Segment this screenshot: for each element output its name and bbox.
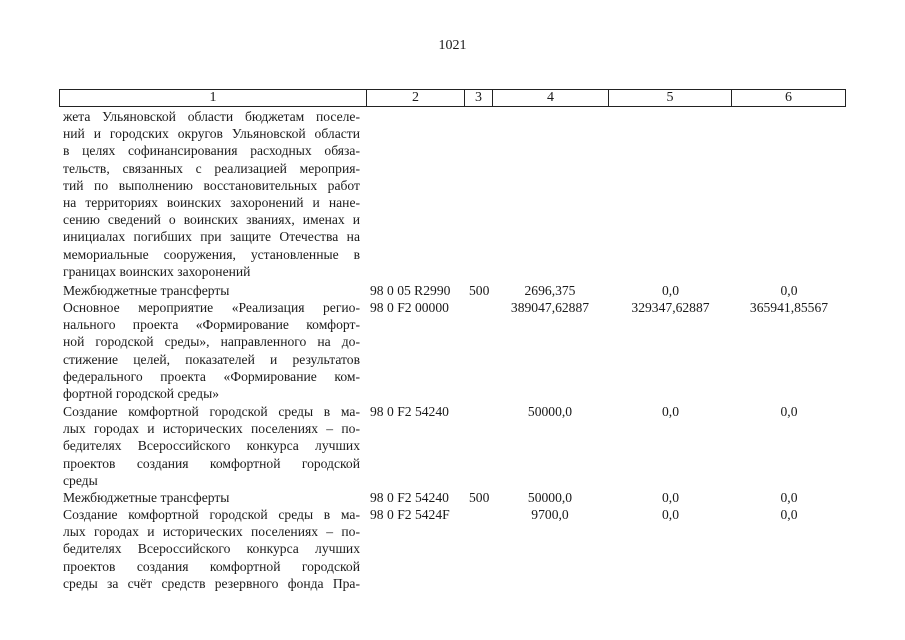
description-line: лых городах и исторических поселениях – по- bbox=[63, 421, 360, 437]
expense-type: 500 bbox=[469, 283, 490, 298]
amount-col-6: 0,0 bbox=[780, 507, 798, 522]
description-line: на территориях воинских захоронений и нане- bbox=[63, 194, 360, 210]
amount-col-4: 9700,0 bbox=[531, 507, 569, 522]
amount-col-5: 0,0 bbox=[662, 507, 679, 522]
description-line: Межбюджетные трансферты bbox=[63, 283, 230, 298]
description-line: ний и городских округов Ульяновской области bbox=[63, 126, 360, 142]
description-line: границах воинских захоронений bbox=[63, 263, 251, 279]
amount-col-4: 50000,0 bbox=[527, 404, 573, 419]
expense-type: 500 bbox=[469, 490, 490, 505]
amount-col-4: 389047,62887 bbox=[510, 300, 590, 315]
description-line: сению сведений о воинских званиях, именах и bbox=[63, 212, 360, 228]
column-header-2: 2 bbox=[366, 89, 465, 107]
description-line: тий по выполнению восстановительных работ bbox=[63, 177, 360, 193]
column-header-1: 1 bbox=[59, 89, 367, 107]
row-description bbox=[63, 489, 360, 506]
amount-col-6: 0,0 bbox=[780, 404, 798, 419]
row-description bbox=[63, 506, 360, 592]
row-description bbox=[63, 403, 360, 489]
description-line: бедителях Всероссийского конкурса лучших bbox=[63, 541, 360, 557]
description-line: в целях софинансирования расходных обяза- bbox=[63, 143, 360, 159]
description-line: среды за счёт средств резервного фонда Пра- bbox=[63, 575, 360, 591]
amount-col-5: 329347,62887 bbox=[631, 300, 710, 315]
page-number: 1021 bbox=[438, 38, 467, 53]
description-line: тельств, связанных с реализацией мероприя- bbox=[63, 160, 360, 176]
amount-col-4: 2696,375 bbox=[524, 283, 576, 298]
description-line: бедителях Всероссийского конкурса лучших bbox=[63, 438, 360, 454]
target-code: 98 0 F2 00000 bbox=[370, 300, 449, 315]
target-code: 98 0 F2 54240 bbox=[370, 490, 449, 505]
amount-col-6: 365941,85567 bbox=[749, 300, 829, 315]
column-header-5: 5 bbox=[608, 89, 732, 107]
description-line: проектов создания комфортной городской bbox=[63, 558, 360, 574]
description-line: фортной городской среды» bbox=[63, 385, 220, 401]
description-line: федерального проекта «Формирование ком- bbox=[63, 368, 360, 384]
description-line: проектов создания комфортной городской bbox=[63, 455, 360, 471]
row-description bbox=[63, 108, 360, 280]
amount-col-6: 0,0 bbox=[780, 283, 798, 298]
row-description bbox=[63, 282, 360, 299]
description-line: нального проекта «Формирование комфорт- bbox=[63, 317, 360, 333]
description-line: стижение целей, показателей и результатов bbox=[63, 351, 360, 367]
amount-col-5: 0,0 bbox=[662, 404, 679, 419]
description-line: Основное мероприятие «Реализация регио- bbox=[63, 300, 360, 315]
target-code: 98 0 F2 54240 bbox=[370, 404, 449, 419]
description-line: Межбюджетные трансферты bbox=[63, 490, 230, 505]
amount-col-5: 0,0 bbox=[662, 283, 679, 298]
row-description bbox=[63, 299, 360, 402]
column-header-4: 4 bbox=[492, 89, 609, 107]
description-line: жета Ульяновской области бюджетам поселе- bbox=[63, 109, 360, 124]
description-line: инициалах погибших при защите Отечества на bbox=[63, 229, 360, 245]
target-code: 98 0 F2 5424F bbox=[370, 507, 450, 522]
amount-col-6: 0,0 bbox=[780, 490, 798, 505]
amount-col-5: 0,0 bbox=[662, 490, 679, 505]
description-line: лых городах и исторических поселениях – по- bbox=[63, 524, 360, 540]
description-line: ной городской среды», направленного на до- bbox=[63, 334, 360, 350]
description-line: среды bbox=[63, 472, 98, 488]
amount-col-4: 50000,0 bbox=[527, 490, 573, 505]
column-header-3: 3 bbox=[464, 89, 493, 107]
description-line: Создание комфортной городской среды в ма- bbox=[63, 404, 360, 419]
column-header-6: 6 bbox=[731, 89, 846, 107]
description-line: мемориальные сооружения, установленные в bbox=[63, 246, 360, 262]
target-code: 98 0 05 R2990 bbox=[370, 283, 451, 298]
description-line: Создание комфортной городской среды в ма- bbox=[63, 507, 360, 522]
